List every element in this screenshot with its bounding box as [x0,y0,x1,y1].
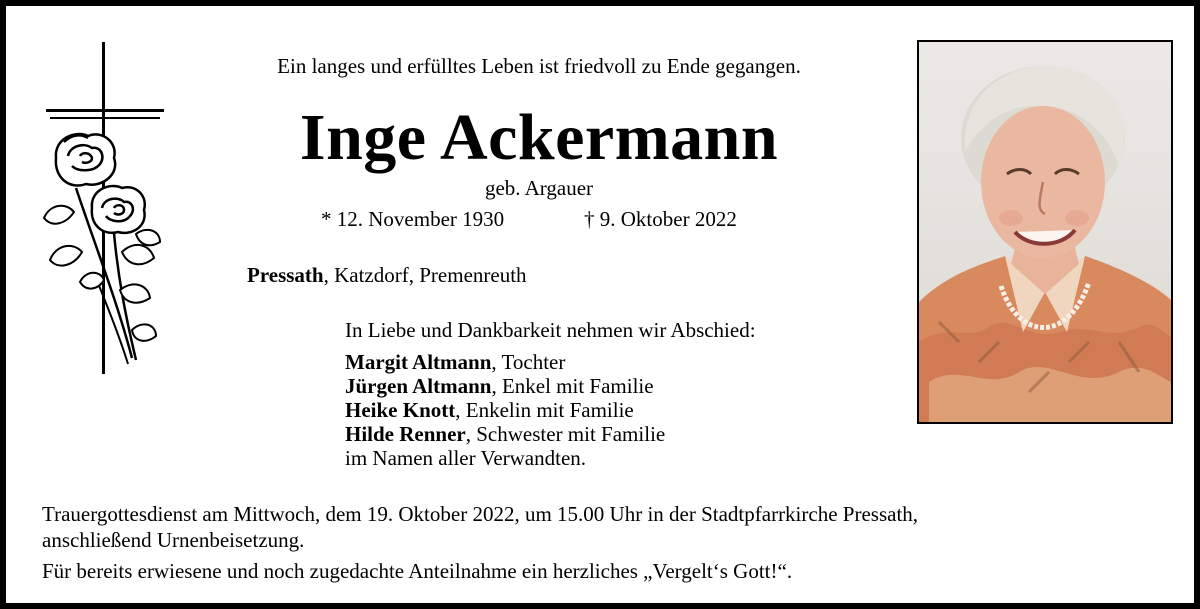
mourner-row [345,350,756,374]
intro-text: Ein langes und erfülltes Leben ist friedvoll zu Ende gegangen. [277,54,801,78]
service-info [42,501,1172,553]
birth-date: * 12. November 1930 [321,207,505,231]
mourner-relation: , Schwester mit Familie [465,422,666,446]
mourner-name: Margit Altmann [345,350,492,374]
death-date: † 9. Oktober 2022 [584,207,737,231]
mourner-name: Heike Knott [345,398,456,422]
mourner-row [345,398,756,422]
mourner-name: Jürgen Altmann [345,374,492,398]
portrait-photo [917,40,1173,424]
relatives-text: im Namen aller Verwandten. [345,446,587,470]
mourners-block [345,318,756,470]
farewell-text: In Liebe und Dankbarkeit nehmen wir Abschied: [345,318,756,342]
place-main: Pressath [247,263,324,287]
service-line-2: anschließend Urnenbeisetzung. [42,528,305,552]
portrait-illustration [919,42,1171,422]
mourner-row [345,422,756,446]
mourner-relation: , Tochter [491,350,566,374]
deceased-name: Inge Ackermann [299,101,779,174]
service-line-1: Trauergottesdienst am Mittwoch, dem 19. Oktober 2022, um 15.00 Uhr in der Stadtpfarrkirche Pressath, [42,502,919,526]
thanks-line: Für bereits erwiesene und noch zugedachte Anteilnahme ein herzliches „Vergelt‘s Gott!“. [42,559,793,583]
mourner-relation: , Enkel mit Familie [491,374,654,398]
place-rest: , Katzdorf, Premenreuth [323,263,527,287]
mourner-row [345,374,756,398]
mourner-relation: , Enkelin mit Familie [455,398,634,422]
places-line [247,263,527,288]
mourner-name: Hilde Renner [345,422,466,446]
maiden-name: geb. Argauer [484,176,594,200]
cross-with-roses-icon [36,38,168,378]
